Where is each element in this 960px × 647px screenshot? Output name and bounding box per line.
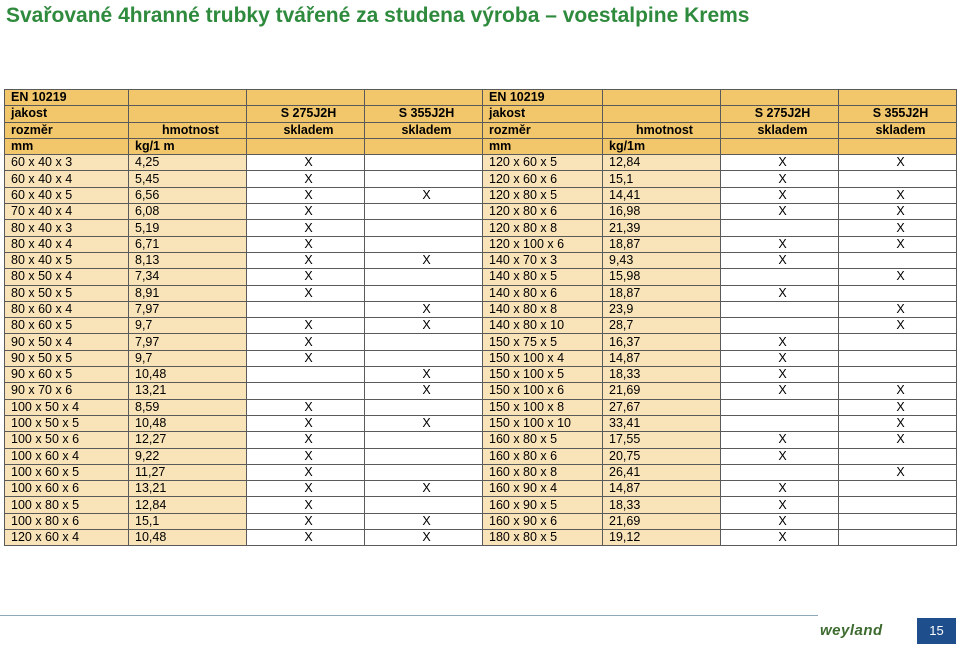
cell-stock2-left: X xyxy=(365,367,483,383)
cell-stock2-left: X xyxy=(365,415,483,431)
page-title: Svařované 4hranné trubky tvářené za studena výroba – voestalpine Krems xyxy=(6,4,750,27)
cell-weight-left: 7,34 xyxy=(129,269,247,285)
cell-stock2-left xyxy=(365,448,483,464)
cell-weight-right: 14,41 xyxy=(603,187,721,203)
cell-dim-right: 140 x 80 x 5 xyxy=(483,269,603,285)
cell-stock2-left: X xyxy=(365,383,483,399)
cell-stock1-left: X xyxy=(247,220,365,236)
cell-stock1-left: X xyxy=(247,252,365,268)
cell-weight-left: 9,7 xyxy=(129,350,247,366)
cell-stock1-left: X xyxy=(247,448,365,464)
jakost-left: jakost xyxy=(5,106,129,122)
cell-stock2-right: X xyxy=(839,318,957,334)
cell-weight-right: 27,67 xyxy=(603,399,721,415)
cell-stock2-left: X xyxy=(365,481,483,497)
cell-stock1-right: X xyxy=(721,155,839,171)
table-row xyxy=(5,171,957,187)
cell-dim-left: 80 x 40 x 3 xyxy=(5,220,129,236)
cell-stock1-right: X xyxy=(721,383,839,399)
cell-dim-right: 150 x 100 x 6 xyxy=(483,383,603,399)
cell-weight-left: 10,48 xyxy=(129,415,247,431)
table-row xyxy=(5,318,957,334)
cell-stock2-right xyxy=(839,252,957,268)
cell-stock2-right xyxy=(839,350,957,366)
cell-stock2-left xyxy=(365,432,483,448)
cell-weight-left: 10,48 xyxy=(129,367,247,383)
cell-stock2-left xyxy=(365,497,483,513)
cell-dim-right: 140 x 80 x 6 xyxy=(483,285,603,301)
cell-stock2-left xyxy=(365,155,483,171)
cell-dim-left: 100 x 60 x 5 xyxy=(5,464,129,480)
cell-stock1-left: X xyxy=(247,415,365,431)
cell-dim-right: 150 x 100 x 5 xyxy=(483,367,603,383)
cell-stock1-right: X xyxy=(721,252,839,268)
cell-dim-right: 160 x 80 x 8 xyxy=(483,464,603,480)
cell-stock1-left: X xyxy=(247,481,365,497)
cell-weight-right: 15,1 xyxy=(603,171,721,187)
table-row xyxy=(5,350,957,366)
cell-stock1-left: X xyxy=(247,269,365,285)
cell-stock2-right: X xyxy=(839,204,957,220)
table-body xyxy=(5,90,957,546)
cell-stock1-right: X xyxy=(721,350,839,366)
cell-dim-right: 150 x 100 x 8 xyxy=(483,399,603,415)
cell-stock2-left: X xyxy=(365,252,483,268)
cell-stock2-left xyxy=(365,464,483,480)
cell-stock2-right: X xyxy=(839,415,957,431)
header-row-norm xyxy=(5,90,957,106)
cell-stock1-left: X xyxy=(247,334,365,350)
cell-stock2-left: X xyxy=(365,513,483,529)
cell-stock1-right: X xyxy=(721,448,839,464)
col-stock2-left: skladem xyxy=(365,122,483,138)
cell-stock1-right: X xyxy=(721,236,839,252)
cell-stock2-right xyxy=(839,285,957,301)
cell-stock2-left xyxy=(365,269,483,285)
cell-stock2-right xyxy=(839,334,957,350)
cell-stock1-right xyxy=(721,399,839,415)
cell-stock1-left: X xyxy=(247,171,365,187)
cell-stock2-left: X xyxy=(365,187,483,203)
cell-weight-left: 12,27 xyxy=(129,432,247,448)
cell-stock1-right: X xyxy=(721,187,839,203)
cell-weight-right: 18,33 xyxy=(603,497,721,513)
cell-stock2-right xyxy=(839,171,957,187)
cell-stock2-left xyxy=(365,334,483,350)
cell-weight-right: 18,87 xyxy=(603,236,721,252)
cell-dim-right: 120 x 80 x 8 xyxy=(483,220,603,236)
jakost-right: jakost xyxy=(483,106,603,122)
cell-weight-right: 14,87 xyxy=(603,350,721,366)
cell-stock1-left: X xyxy=(247,399,365,415)
cell-dim-right: 120 x 80 x 5 xyxy=(483,187,603,203)
cell-stock2-right: X xyxy=(839,236,957,252)
cell-stock2-left xyxy=(365,399,483,415)
cell-stock1-right xyxy=(721,415,839,431)
unit-dim-right: mm xyxy=(483,138,603,154)
cell-stock1-left xyxy=(247,301,365,317)
cell-stock1-left: X xyxy=(247,513,365,529)
cell-weight-left: 15,1 xyxy=(129,513,247,529)
cell-dim-right: 160 x 80 x 5 xyxy=(483,432,603,448)
cell-stock1-left: X xyxy=(247,155,365,171)
cell-stock1-left: X xyxy=(247,318,365,334)
cell-stock2-left xyxy=(365,220,483,236)
table-row xyxy=(5,432,957,448)
cell-stock1-right xyxy=(721,301,839,317)
cell-dim-right: 180 x 80 x 5 xyxy=(483,530,603,546)
cell-dim-right: 150 x 75 x 5 xyxy=(483,334,603,350)
cell-stock2-right: X xyxy=(839,301,957,317)
grade2-left: S 355J2H xyxy=(365,106,483,122)
grade1-right: S 275J2H xyxy=(721,106,839,122)
footer-divider xyxy=(0,615,818,616)
cell-weight-left: 8,91 xyxy=(129,285,247,301)
col-weight-left: hmotnost xyxy=(129,122,247,138)
cell-weight-right: 16,37 xyxy=(603,334,721,350)
cell-stock1-right xyxy=(721,464,839,480)
cell-stock2-right: X xyxy=(839,220,957,236)
cell-stock1-left: X xyxy=(247,497,365,513)
cell-stock2-left xyxy=(365,171,483,187)
cell-weight-left: 13,21 xyxy=(129,481,247,497)
cell-stock1-right: X xyxy=(721,513,839,529)
cell-dim-right: 150 x 100 x 10 xyxy=(483,415,603,431)
cell-weight-right: 19,12 xyxy=(603,530,721,546)
cell-stock1-right: X xyxy=(721,481,839,497)
cell-stock2-right: X xyxy=(839,155,957,171)
cell-stock2-right: X xyxy=(839,399,957,415)
cell-dim-right: 140 x 80 x 10 xyxy=(483,318,603,334)
cell-dim-left: 80 x 40 x 5 xyxy=(5,252,129,268)
cell-weight-left: 6,08 xyxy=(129,204,247,220)
cell-stock2-left: X xyxy=(365,301,483,317)
cell-stock1-left: X xyxy=(247,464,365,480)
cell-weight-left: 9,22 xyxy=(129,448,247,464)
col-weight-right: hmotnost xyxy=(603,122,721,138)
header-row-grade xyxy=(5,106,957,122)
cell-weight-right: 23,9 xyxy=(603,301,721,317)
col-stock2-right: skladem xyxy=(839,122,957,138)
table-row xyxy=(5,481,957,497)
cell-dim-left: 90 x 70 x 6 xyxy=(5,383,129,399)
cell-weight-left: 9,7 xyxy=(129,318,247,334)
cell-weight-right: 16,98 xyxy=(603,204,721,220)
cell-dim-left: 70 x 40 x 4 xyxy=(5,204,129,220)
table-row xyxy=(5,301,957,317)
cell-stock2-left xyxy=(365,236,483,252)
cell-stock1-left: X xyxy=(247,350,365,366)
cell-weight-left: 8,13 xyxy=(129,252,247,268)
cell-dim-left: 80 x 40 x 4 xyxy=(5,236,129,252)
cell-weight-right: 28,7 xyxy=(603,318,721,334)
cell-stock1-right: X xyxy=(721,530,839,546)
cell-weight-right: 18,33 xyxy=(603,367,721,383)
cell-weight-left: 4,25 xyxy=(129,155,247,171)
cell-dim-right: 160 x 90 x 5 xyxy=(483,497,603,513)
cell-weight-left: 7,97 xyxy=(129,334,247,350)
cell-dim-left: 80 x 60 x 5 xyxy=(5,318,129,334)
cell-stock1-right: X xyxy=(721,334,839,350)
cell-dim-left: 60 x 40 x 3 xyxy=(5,155,129,171)
cell-weight-left: 7,97 xyxy=(129,301,247,317)
cell-weight-right: 20,75 xyxy=(603,448,721,464)
table-row xyxy=(5,448,957,464)
cell-weight-right: 15,98 xyxy=(603,269,721,285)
table-row xyxy=(5,367,957,383)
table-row xyxy=(5,415,957,431)
cell-weight-right: 21,69 xyxy=(603,513,721,529)
cell-weight-right: 26,41 xyxy=(603,464,721,480)
table-row xyxy=(5,252,957,268)
cell-dim-left: 100 x 60 x 4 xyxy=(5,448,129,464)
cell-weight-left: 13,21 xyxy=(129,383,247,399)
table-row xyxy=(5,204,957,220)
cell-stock1-right: X xyxy=(721,367,839,383)
cell-dim-left: 100 x 80 x 6 xyxy=(5,513,129,529)
cell-stock2-right xyxy=(839,497,957,513)
cell-dim-left: 100 x 50 x 6 xyxy=(5,432,129,448)
cell-dim-left: 90 x 60 x 5 xyxy=(5,367,129,383)
cell-weight-left: 11,27 xyxy=(129,464,247,480)
unit-weight-right: kg/1m xyxy=(603,138,721,154)
table-row xyxy=(5,464,957,480)
table-row xyxy=(5,236,957,252)
cell-dim-left: 100 x 50 x 4 xyxy=(5,399,129,415)
cell-stock1-right xyxy=(721,269,839,285)
table-row xyxy=(5,497,957,513)
cell-stock2-left xyxy=(365,350,483,366)
table-row xyxy=(5,220,957,236)
cell-stock1-right: X xyxy=(721,171,839,187)
cell-stock1-left xyxy=(247,367,365,383)
norm-left: EN 10219 xyxy=(5,90,129,106)
cell-weight-left: 5,45 xyxy=(129,171,247,187)
cell-stock2-left xyxy=(365,204,483,220)
cell-stock2-right: X xyxy=(839,383,957,399)
cell-weight-left: 5,19 xyxy=(129,220,247,236)
cell-stock1-left: X xyxy=(247,236,365,252)
cell-stock2-right xyxy=(839,367,957,383)
cell-dim-right: 160 x 90 x 6 xyxy=(483,513,603,529)
cell-weight-left: 6,56 xyxy=(129,187,247,203)
cell-dim-right: 160 x 80 x 6 xyxy=(483,448,603,464)
cell-stock1-left: X xyxy=(247,187,365,203)
unit-weight-left: kg/1 m xyxy=(129,138,247,154)
cell-stock2-left: X xyxy=(365,318,483,334)
table-row xyxy=(5,269,957,285)
table-row xyxy=(5,530,957,546)
table-row xyxy=(5,383,957,399)
cell-dim-right: 140 x 70 x 3 xyxy=(483,252,603,268)
cell-weight-left: 8,59 xyxy=(129,399,247,415)
header-row-columns xyxy=(5,122,957,138)
cell-stock2-right: X xyxy=(839,432,957,448)
cell-dim-right: 160 x 90 x 4 xyxy=(483,481,603,497)
norm-right: EN 10219 xyxy=(483,90,603,106)
cell-weight-right: 33,41 xyxy=(603,415,721,431)
cell-stock2-right xyxy=(839,481,957,497)
cell-dim-right: 120 x 80 x 6 xyxy=(483,204,603,220)
cell-stock2-right: X xyxy=(839,464,957,480)
table-row xyxy=(5,399,957,415)
cell-stock1-left: X xyxy=(247,432,365,448)
cell-dim-right: 140 x 80 x 8 xyxy=(483,301,603,317)
cell-stock1-right: X xyxy=(721,204,839,220)
cell-weight-right: 14,87 xyxy=(603,481,721,497)
table-row xyxy=(5,187,957,203)
cell-stock2-left: X xyxy=(365,530,483,546)
product-table xyxy=(4,89,957,546)
table-row xyxy=(5,334,957,350)
cell-dim-left: 80 x 50 x 5 xyxy=(5,285,129,301)
table-row xyxy=(5,285,957,301)
col-dim-right: rozměr xyxy=(483,122,603,138)
grade1-left: S 275J2H xyxy=(247,106,365,122)
cell-stock2-right xyxy=(839,513,957,529)
cell-stock1-left xyxy=(247,383,365,399)
table-row xyxy=(5,155,957,171)
cell-dim-left: 100 x 50 x 5 xyxy=(5,415,129,431)
grade2-right: S 355J2H xyxy=(839,106,957,122)
cell-stock1-left: X xyxy=(247,530,365,546)
weyland-logo: weyland xyxy=(820,622,883,639)
cell-stock2-right: X xyxy=(839,187,957,203)
cell-stock1-right: X xyxy=(721,497,839,513)
cell-stock1-right xyxy=(721,220,839,236)
cell-weight-left: 12,84 xyxy=(129,497,247,513)
cell-dim-right: 120 x 60 x 6 xyxy=(483,171,603,187)
cell-dim-left: 120 x 60 x 4 xyxy=(5,530,129,546)
cell-stock1-left: X xyxy=(247,204,365,220)
cell-dim-left: 90 x 50 x 5 xyxy=(5,350,129,366)
cell-dim-left: 100 x 80 x 5 xyxy=(5,497,129,513)
cell-stock2-left xyxy=(365,285,483,301)
cell-stock2-right: X xyxy=(839,269,957,285)
unit-dim-left: mm xyxy=(5,138,129,154)
col-dim-left: rozměr xyxy=(5,122,129,138)
cell-weight-right: 9,43 xyxy=(603,252,721,268)
cell-weight-right: 18,87 xyxy=(603,285,721,301)
cell-stock1-left: X xyxy=(247,285,365,301)
cell-stock2-right xyxy=(839,448,957,464)
cell-weight-right: 21,69 xyxy=(603,383,721,399)
table-row xyxy=(5,513,957,529)
cell-stock1-right xyxy=(721,318,839,334)
page-number: 15 xyxy=(917,618,956,644)
cell-dim-right: 150 x 100 x 4 xyxy=(483,350,603,366)
cell-dim-left: 80 x 50 x 4 xyxy=(5,269,129,285)
cell-stock1-right: X xyxy=(721,285,839,301)
cell-weight-right: 17,55 xyxy=(603,432,721,448)
col-stock1-right: skladem xyxy=(721,122,839,138)
cell-dim-right: 120 x 100 x 6 xyxy=(483,236,603,252)
cell-weight-left: 10,48 xyxy=(129,530,247,546)
cell-dim-right: 120 x 60 x 5 xyxy=(483,155,603,171)
cell-dim-left: 80 x 60 x 4 xyxy=(5,301,129,317)
cell-dim-left: 90 x 50 x 4 xyxy=(5,334,129,350)
header-row-units xyxy=(5,138,957,154)
cell-stock2-right xyxy=(839,530,957,546)
cell-stock1-right: X xyxy=(721,432,839,448)
cell-weight-right: 12,84 xyxy=(603,155,721,171)
cell-dim-left: 60 x 40 x 5 xyxy=(5,187,129,203)
cell-dim-left: 100 x 60 x 6 xyxy=(5,481,129,497)
cell-dim-left: 60 x 40 x 4 xyxy=(5,171,129,187)
cell-weight-left: 6,71 xyxy=(129,236,247,252)
cell-weight-right: 21,39 xyxy=(603,220,721,236)
col-stock1-left: skladem xyxy=(247,122,365,138)
